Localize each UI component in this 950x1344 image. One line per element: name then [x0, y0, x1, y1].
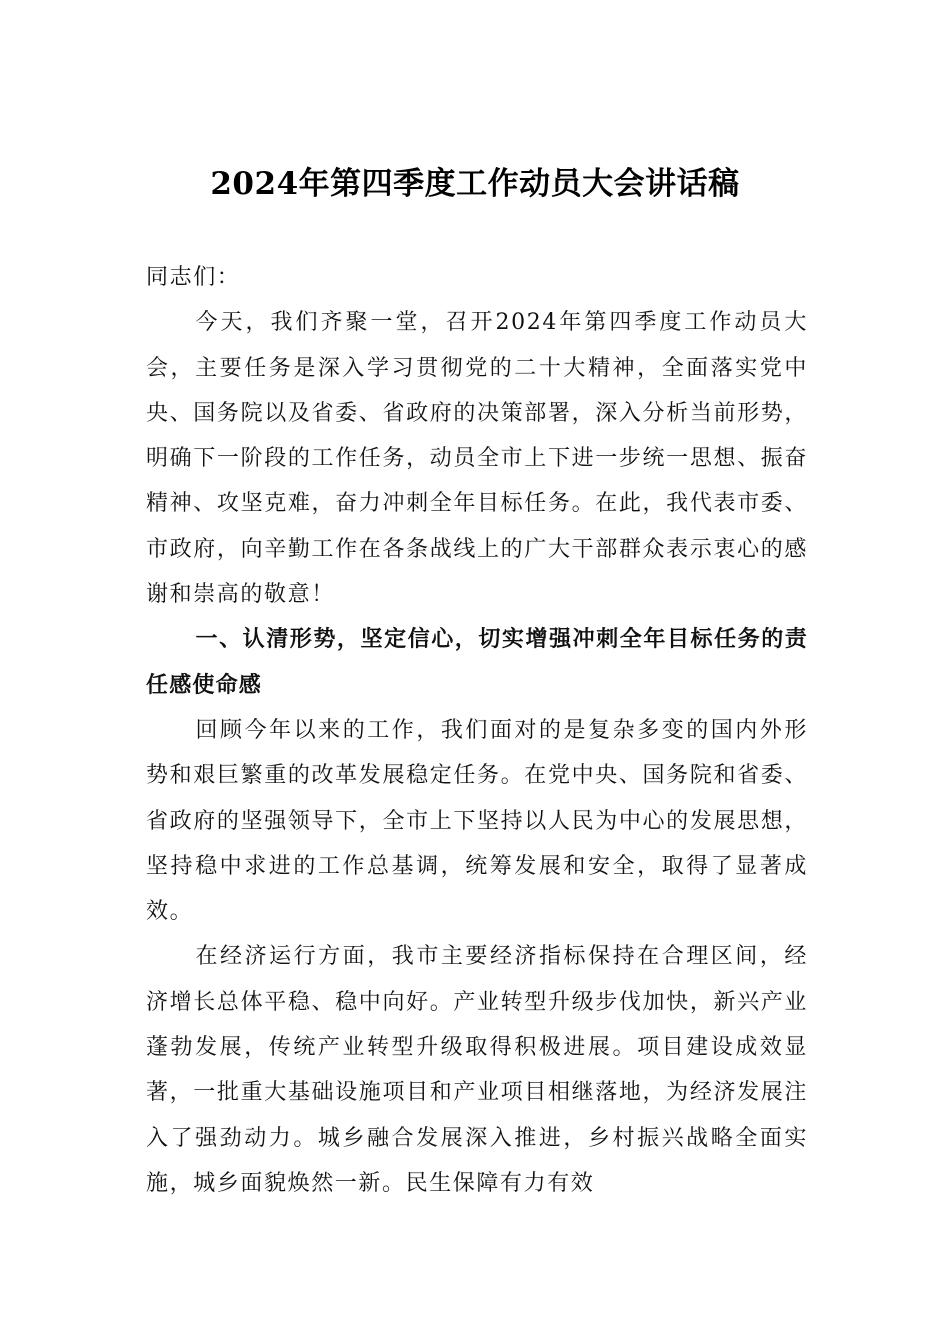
- paragraph-economy: 在经济运行方面，我市主要经济指标保持在合理区间，经济增长总体平稳、稳中向好。产业转型升级步伐加快，新兴产业蓬勃发展，传统产业转型升级取得积极进展。项目建设成效显著，一批重大基础设施项目和产业项目相继落地，为经济发展注入了强劲动力。城乡融合发展深入推进，乡村振兴战略全面实施，城乡面貌焕然一新。民生保障有力有效: [146, 944, 808, 1196]
- salutation: 同志们：: [146, 265, 241, 290]
- document-body: [146, 255, 808, 1206]
- paragraph-review: 回顾今年以来的工作，我们面对的是复杂多变的国内外形势和艰巨繁重的改革发展稳定任务。在党中央、国务院和省委、省政府的坚强领导下，全市上下坚持以人民为中心的发展思想，坚持稳中求进的工作总基调，统筹发展和安全，取得了显著成效。: [146, 717, 808, 925]
- section-heading-1: 一、认清形势，坚定信心，切实增强冲刺全年目标任务的责任感使命感: [146, 627, 808, 698]
- document-title: 2024年第四季度工作动员大会讲话稿: [210, 166, 740, 202]
- paragraph-opening: 今天，我们齐聚一堂，召开2024年第四季度工作动员大会，主要任务是深入学习贯彻党的二十大精神，全面落实党中央、国务院以及省委、省政府的决策部署，深入分析当前形势，明确下一阶段的工作任务，动员全市上下进一步统一思想、振奋精神、攻坚克难，奋力冲刺全年目标任务。在此，我代表市委、市政府，向辛勤工作在各条战线上的广大干部群众表示衷心的感谢和崇高的敬意！: [146, 310, 808, 608]
